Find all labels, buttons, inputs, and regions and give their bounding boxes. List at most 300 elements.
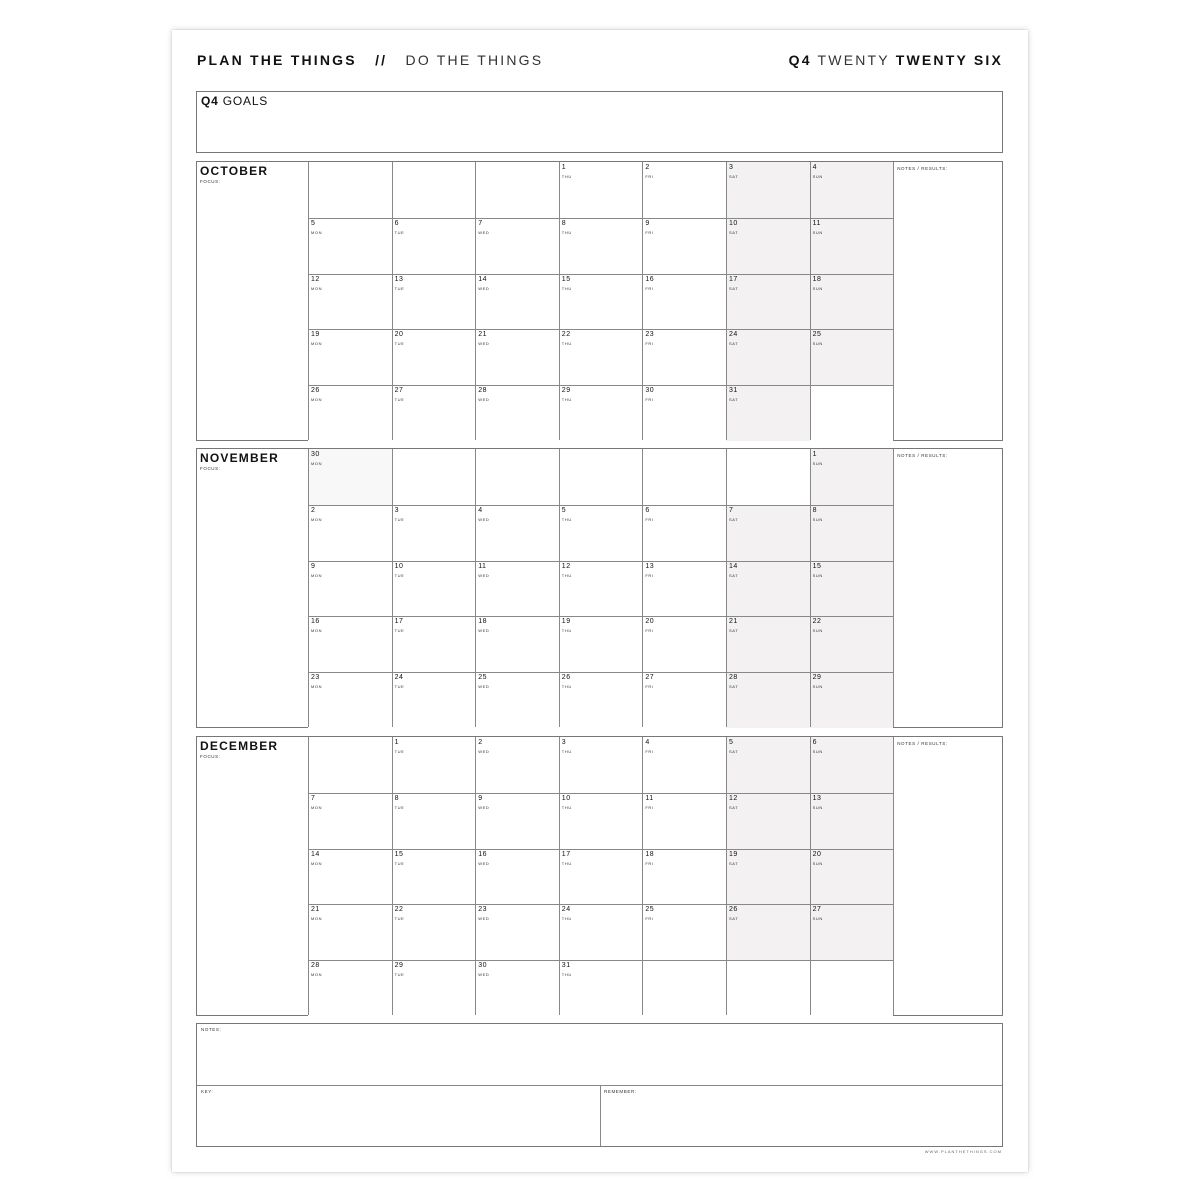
empty-day-cell xyxy=(810,385,894,441)
day-number: 14 xyxy=(478,275,487,283)
day-number: 17 xyxy=(561,850,571,858)
day-cell[interactable] xyxy=(642,849,726,905)
weekday-label: MON xyxy=(311,684,323,690)
day-number: 14 xyxy=(311,850,320,858)
day-cell[interactable] xyxy=(810,274,894,330)
weekday-label: THU xyxy=(561,684,572,690)
empty-day-cell xyxy=(726,960,810,1016)
day-number: 10 xyxy=(729,219,738,227)
weekday-label: WED xyxy=(478,749,490,754)
weekday-label: WED xyxy=(478,572,490,578)
header-year-bold: TWENTY SIX xyxy=(895,52,1003,68)
weekday-label: TUE xyxy=(394,341,405,347)
goals-quarter: Q4 xyxy=(201,94,219,108)
header-tagline xyxy=(197,52,543,68)
bottom-notes-panel xyxy=(196,1023,1003,1147)
weekday-label: SUN xyxy=(812,516,823,522)
day-number: 6 xyxy=(812,739,817,746)
empty-day-cell xyxy=(810,960,894,1016)
day-number: 27 xyxy=(394,387,404,395)
day-number: 9 xyxy=(478,794,483,802)
grid-line-horizontal xyxy=(308,218,893,219)
day-cell[interactable] xyxy=(308,672,392,728)
day-number: 31 xyxy=(561,962,571,970)
day-cell[interactable] xyxy=(475,505,559,561)
day-cell[interactable] xyxy=(392,329,476,385)
goals-box[interactable] xyxy=(196,91,1003,153)
weekday-label: TUE xyxy=(394,285,405,291)
day-cell[interactable] xyxy=(810,904,894,960)
weekday-label: WED xyxy=(478,972,490,978)
day-cell[interactable] xyxy=(392,737,476,793)
day-number: 4 xyxy=(645,739,650,746)
day-cell[interactable] xyxy=(559,329,643,385)
day-cell[interactable] xyxy=(308,616,392,672)
weekday-label: FRI xyxy=(645,285,654,291)
day-number: 7 xyxy=(478,219,483,227)
day-cell[interactable] xyxy=(810,849,894,905)
notes-results-label: NOTES / RESULTS: xyxy=(897,741,948,746)
day-number: 24 xyxy=(729,331,738,339)
day-cell[interactable] xyxy=(392,849,476,905)
grid-line-vertical xyxy=(392,162,393,440)
weekday-label: TUE xyxy=(394,572,405,578)
weekday-label: THU xyxy=(561,285,572,291)
day-cell[interactable] xyxy=(642,329,726,385)
day-number: 23 xyxy=(645,331,655,339)
day-cell[interactable] xyxy=(810,162,894,218)
day-cell[interactable] xyxy=(308,449,392,505)
day-cell[interactable] xyxy=(642,162,726,218)
weekday-label: FRI xyxy=(645,860,654,866)
day-number: 18 xyxy=(645,850,655,858)
weekday-label: TUE xyxy=(394,804,405,810)
empty-day-cell xyxy=(475,449,559,505)
day-number: 16 xyxy=(645,275,655,283)
weekday-label: WED xyxy=(478,229,490,235)
remember-label: REMEMBER: xyxy=(604,1089,637,1094)
weekday-label: TUE xyxy=(394,749,405,754)
header-do-text: DO THE THINGS xyxy=(405,52,544,68)
day-number: 13 xyxy=(812,794,822,802)
weekday-label: FRI xyxy=(645,229,654,235)
weekday-label: SAT xyxy=(729,174,739,179)
day-cell[interactable] xyxy=(475,385,559,441)
day-cell[interactable] xyxy=(559,737,643,793)
day-number: 29 xyxy=(394,962,404,970)
day-cell[interactable] xyxy=(308,274,392,330)
grid-line-vertical xyxy=(308,737,309,1015)
day-cell[interactable] xyxy=(726,616,810,672)
weekday-label: SUN xyxy=(812,628,823,634)
weekday-label: WED xyxy=(478,804,490,810)
day-cell[interactable] xyxy=(642,274,726,330)
day-cell[interactable] xyxy=(559,274,643,330)
header-separator: // xyxy=(375,52,388,68)
weekday-label: WED xyxy=(478,397,490,403)
day-cell[interactable] xyxy=(726,737,810,793)
day-number: 23 xyxy=(311,674,320,682)
day-cell[interactable] xyxy=(642,793,726,849)
weekday-label: FRI xyxy=(645,516,654,522)
day-cell[interactable] xyxy=(308,904,392,960)
day-cell[interactable] xyxy=(726,162,810,218)
day-number: 18 xyxy=(478,618,487,626)
day-cell[interactable] xyxy=(642,505,726,561)
weekday-label: FRI xyxy=(645,749,654,754)
grid-line-vertical xyxy=(559,162,560,440)
weekday-label: TUE xyxy=(394,229,405,235)
day-number: 26 xyxy=(561,674,571,682)
day-cell[interactable] xyxy=(642,904,726,960)
weekday-label: TUE xyxy=(394,628,405,634)
day-cell[interactable] xyxy=(810,737,894,793)
footer-url: WWW.PLANTHETHINGS.COM xyxy=(924,1149,1002,1154)
weekday-label: THU xyxy=(561,628,572,634)
day-cell[interactable] xyxy=(559,616,643,672)
day-cell[interactable] xyxy=(726,329,810,385)
empty-day-cell xyxy=(642,449,726,505)
weekday-label: TUE xyxy=(394,516,405,522)
day-cell[interactable] xyxy=(810,449,894,505)
weekday-label: SAT xyxy=(729,628,739,634)
grid-line-vertical xyxy=(810,449,811,727)
day-cell[interactable] xyxy=(308,329,392,385)
day-number: 8 xyxy=(812,506,817,514)
weekday-label: MON xyxy=(311,628,323,634)
day-cell[interactable] xyxy=(475,274,559,330)
day-number: 9 xyxy=(311,562,316,570)
grid-line-vertical xyxy=(810,737,811,1015)
weekday-label: TUE xyxy=(394,860,405,866)
weekday-label: THU xyxy=(561,229,572,235)
day-cell[interactable] xyxy=(475,737,559,793)
month-name: DECEMBER xyxy=(200,739,279,753)
weekday-label: SAT xyxy=(729,749,739,754)
day-cell[interactable] xyxy=(642,616,726,672)
day-cell[interactable] xyxy=(559,162,643,218)
day-number: 29 xyxy=(812,674,822,682)
day-number: 17 xyxy=(729,275,738,283)
weekday-label: MON xyxy=(311,572,323,578)
month-name: NOVEMBER xyxy=(200,451,279,465)
bottom-divider-vertical xyxy=(600,1085,601,1146)
weekday-label: SUN xyxy=(812,461,823,466)
key-label: KEY: xyxy=(201,1089,214,1094)
day-number: 20 xyxy=(645,618,655,626)
weekday-label: FRI xyxy=(645,174,654,179)
day-number: 11 xyxy=(645,794,654,802)
weekday-label: SUN xyxy=(812,916,823,922)
weekday-label: THU xyxy=(561,174,572,179)
weekday-label: SAT xyxy=(729,804,739,810)
day-cell[interactable] xyxy=(392,385,476,441)
day-cell[interactable] xyxy=(308,793,392,849)
weekday-label: MON xyxy=(311,285,323,291)
day-number: 9 xyxy=(645,219,650,227)
empty-day-cell xyxy=(308,737,392,793)
grid-line-vertical xyxy=(559,449,560,727)
weekday-label: SUN xyxy=(812,749,823,754)
day-cell[interactable] xyxy=(726,505,810,561)
day-number: 18 xyxy=(812,275,822,283)
grid-line-vertical xyxy=(475,162,476,440)
weekday-label: THU xyxy=(561,860,572,866)
day-cell[interactable] xyxy=(392,561,476,617)
day-cell[interactable] xyxy=(308,218,392,274)
day-cell[interactable] xyxy=(810,672,894,728)
day-cell[interactable] xyxy=(810,793,894,849)
day-number: 12 xyxy=(311,275,320,283)
grid-line-vertical xyxy=(642,162,643,440)
weekday-label: SAT xyxy=(729,397,739,403)
weekday-label: FRI xyxy=(645,916,654,922)
month-name: OCTOBER xyxy=(200,164,269,178)
day-cell[interactable] xyxy=(726,385,810,441)
day-cell[interactable] xyxy=(642,561,726,617)
weekday-label: MON xyxy=(311,860,323,866)
day-number: 30 xyxy=(478,962,487,970)
weekday-label: SUN xyxy=(812,572,823,578)
day-number: 28 xyxy=(729,674,738,682)
weekday-label: SUN xyxy=(812,804,823,810)
weekday-label: SAT xyxy=(729,341,739,347)
day-cell[interactable] xyxy=(810,561,894,617)
day-number: 17 xyxy=(394,618,404,626)
weekday-label: THU xyxy=(561,749,572,754)
day-cell[interactable] xyxy=(642,218,726,274)
empty-day-cell xyxy=(642,960,726,1016)
grid-line-horizontal xyxy=(308,329,893,330)
day-cell[interactable] xyxy=(726,904,810,960)
day-number: 26 xyxy=(311,387,320,395)
day-cell[interactable] xyxy=(559,960,643,1016)
day-cell[interactable] xyxy=(726,672,810,728)
grid-line-horizontal xyxy=(308,505,893,506)
grid-line-horizontal xyxy=(308,793,893,794)
day-cell[interactable] xyxy=(475,849,559,905)
day-cell[interactable] xyxy=(392,274,476,330)
day-cell[interactable] xyxy=(559,793,643,849)
grid-line-vertical xyxy=(893,449,894,727)
day-cell[interactable] xyxy=(475,960,559,1016)
day-number: 21 xyxy=(311,906,320,914)
day-cell[interactable] xyxy=(726,793,810,849)
day-cell[interactable] xyxy=(308,561,392,617)
day-number: 15 xyxy=(394,850,404,858)
day-cell[interactable] xyxy=(475,616,559,672)
weekday-label: TUE xyxy=(394,684,405,690)
day-number: 31 xyxy=(729,387,738,395)
day-cell[interactable] xyxy=(810,218,894,274)
day-number: 8 xyxy=(394,794,399,802)
day-cell[interactable] xyxy=(475,793,559,849)
day-number: 1 xyxy=(812,451,817,458)
day-number: 12 xyxy=(561,562,571,570)
day-number: 26 xyxy=(729,906,738,914)
header-year-light: TWENTY xyxy=(817,52,890,68)
day-cell[interactable] xyxy=(559,385,643,441)
day-cell[interactable] xyxy=(308,960,392,1016)
day-number: 7 xyxy=(311,794,316,802)
weekday-label: FRI xyxy=(645,628,654,634)
notes-results-label: NOTES / RESULTS: xyxy=(897,453,948,458)
header-quarter: Q4 xyxy=(788,52,812,68)
day-number: 4 xyxy=(478,506,483,514)
grid-line-horizontal xyxy=(308,960,893,961)
weekday-label: MON xyxy=(311,341,323,347)
day-number: 2 xyxy=(645,164,650,171)
grid-line-vertical xyxy=(392,449,393,727)
grid-line-vertical xyxy=(308,162,309,440)
day-number: 1 xyxy=(561,164,567,171)
day-number: 19 xyxy=(729,850,738,858)
day-cell[interactable] xyxy=(726,218,810,274)
empty-day-cell xyxy=(308,162,392,218)
weekday-label: THU xyxy=(561,804,572,810)
weekday-label: MON xyxy=(311,397,323,403)
day-cell[interactable] xyxy=(392,616,476,672)
weekday-label: THU xyxy=(561,397,572,403)
weekday-label: MON xyxy=(311,916,323,922)
day-cell[interactable] xyxy=(392,218,476,274)
weekday-label: WED xyxy=(478,916,490,922)
day-cell[interactable] xyxy=(475,904,559,960)
day-cell[interactable] xyxy=(726,561,810,617)
day-number: 13 xyxy=(394,275,404,283)
day-cell[interactable] xyxy=(392,505,476,561)
grid-line-horizontal xyxy=(308,849,893,850)
weekday-label: MON xyxy=(311,804,323,810)
weekday-label: THU xyxy=(561,341,572,347)
day-number: 21 xyxy=(729,618,738,626)
day-cell[interactable] xyxy=(810,505,894,561)
weekday-label: THU xyxy=(561,516,572,522)
weekday-label: SAT xyxy=(729,572,739,578)
weekday-label: SAT xyxy=(729,516,739,522)
weekday-label: THU xyxy=(561,972,572,978)
grid-line-vertical xyxy=(726,449,727,727)
weekday-label: SUN xyxy=(812,684,823,690)
day-number: 21 xyxy=(478,331,487,339)
day-number: 10 xyxy=(394,562,404,570)
grid-line-vertical xyxy=(642,449,643,727)
day-number: 14 xyxy=(729,562,738,570)
weekday-label: SAT xyxy=(729,916,739,922)
day-number: 28 xyxy=(478,387,487,395)
day-cell[interactable] xyxy=(559,849,643,905)
empty-day-cell xyxy=(559,449,643,505)
day-number: 25 xyxy=(645,906,655,914)
planner-header xyxy=(197,52,1003,72)
grid-line-vertical xyxy=(726,737,727,1015)
month-block-october xyxy=(196,161,1003,441)
day-cell[interactable] xyxy=(559,505,643,561)
day-cell[interactable] xyxy=(308,505,392,561)
day-cell[interactable] xyxy=(810,329,894,385)
day-number: 24 xyxy=(561,906,571,914)
goals-label xyxy=(201,94,268,108)
day-number: 3 xyxy=(394,506,399,514)
day-cell[interactable] xyxy=(642,385,726,441)
day-number: 22 xyxy=(812,618,822,626)
day-cell[interactable] xyxy=(308,849,392,905)
day-number: 15 xyxy=(812,562,822,570)
day-cell[interactable] xyxy=(559,561,643,617)
day-cell[interactable] xyxy=(726,849,810,905)
day-cell[interactable] xyxy=(392,904,476,960)
day-number: 16 xyxy=(311,618,320,626)
empty-day-cell xyxy=(392,449,476,505)
day-number: 3 xyxy=(561,739,567,746)
day-cell[interactable] xyxy=(392,960,476,1016)
focus-label: FOCUS: xyxy=(200,466,221,471)
grid-line-horizontal xyxy=(308,385,893,386)
day-number: 19 xyxy=(311,331,320,339)
day-cell[interactable] xyxy=(810,616,894,672)
day-number: 6 xyxy=(645,506,650,514)
day-cell[interactable] xyxy=(642,672,726,728)
day-number: 5 xyxy=(729,739,734,746)
weekday-label: TUE xyxy=(394,916,405,922)
day-cell[interactable] xyxy=(559,672,643,728)
day-number: 7 xyxy=(729,506,734,514)
weekday-label: WED xyxy=(478,341,490,347)
day-number: 11 xyxy=(478,562,487,570)
weekday-label: MON xyxy=(311,516,323,522)
day-cell[interactable] xyxy=(392,672,476,728)
weekday-label: SUN xyxy=(812,174,823,179)
day-number: 20 xyxy=(394,331,404,339)
weekday-label: THU xyxy=(561,916,572,922)
day-cell[interactable] xyxy=(475,218,559,274)
day-cell[interactable] xyxy=(392,793,476,849)
day-number: 22 xyxy=(394,906,404,914)
weekday-label: THU xyxy=(561,572,572,578)
weekday-label: SAT xyxy=(729,229,739,235)
day-number: 29 xyxy=(561,387,571,395)
grid-line-vertical xyxy=(810,162,811,440)
grid-line-vertical xyxy=(475,449,476,727)
day-cell[interactable] xyxy=(308,385,392,441)
day-cell[interactable] xyxy=(475,329,559,385)
weekday-label: MON xyxy=(311,972,323,978)
empty-day-cell xyxy=(726,449,810,505)
grid-line-horizontal xyxy=(308,672,893,673)
day-number: 8 xyxy=(561,219,567,227)
weekday-label: SUN xyxy=(812,229,823,235)
day-cell[interactable] xyxy=(559,904,643,960)
day-cell[interactable] xyxy=(475,672,559,728)
grid-line-horizontal xyxy=(308,274,893,275)
day-number: 20 xyxy=(812,850,822,858)
grid-line-vertical xyxy=(308,449,309,727)
day-cell[interactable] xyxy=(726,274,810,330)
weekday-label: SAT xyxy=(729,285,739,291)
weekday-label: SUN xyxy=(812,341,823,347)
day-cell[interactable] xyxy=(642,737,726,793)
day-number: 13 xyxy=(645,562,655,570)
grid-line-vertical xyxy=(642,737,643,1015)
day-cell[interactable] xyxy=(559,218,643,274)
grid-line-vertical xyxy=(475,737,476,1015)
header-plan-text: PLAN THE THINGS xyxy=(197,52,357,68)
focus-label: FOCUS: xyxy=(200,179,221,184)
weekday-label: SAT xyxy=(729,860,739,866)
empty-day-cell xyxy=(392,162,476,218)
day-cell[interactable] xyxy=(475,561,559,617)
weekday-label: TUE xyxy=(394,972,405,978)
